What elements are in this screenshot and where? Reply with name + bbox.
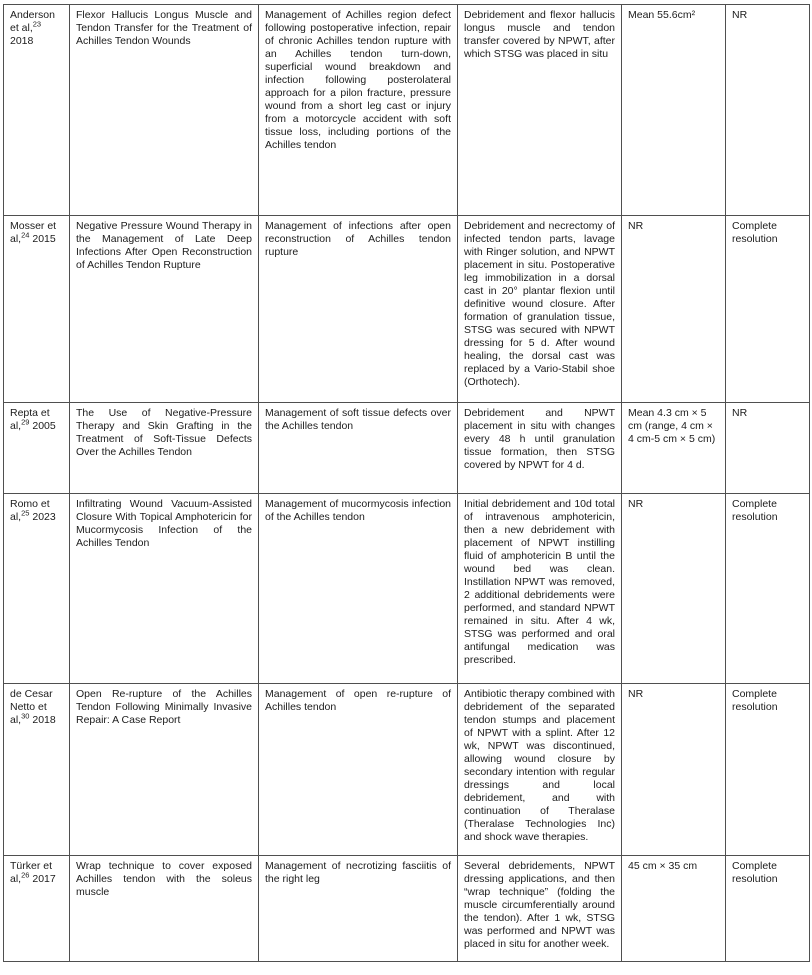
- author-cell: [4, 403, 70, 494]
- author-name: Anderson et al,: [10, 9, 55, 35]
- treatment-cell: Antibiotic therapy combined with debridement of the separated tendon stumps and placement of NPWT with a splint. After 12 wk, NPWT was discontinued, allowing wound closure by secondary intention with regular dressings and local debridement, and with continuation of Theralase (Theralase Technologies Inc) and shock wave therapies.: [458, 684, 622, 856]
- title-cell: The Use of Negative-Pressure Therapy and Skin Grafting in the Treatment of Soft-Tissue Defects Over the Achilles Tendon: [70, 403, 259, 494]
- management-cell: Management of Achilles region defect following postoperative infection, repair of chronic Achilles tendon rupture with an Achilles tendon turn-down, superficial wound breakdown and infection following posterolateral approach for a pilon fracture, pressure wound from a short leg cast or injury from a motorcycle accident with soft tissue loss, including portions of the Achilles tendon: [259, 5, 458, 216]
- treatment-cell: Debridement and necrectomy of infected tendon parts, lavage with Ringer solution, and NPWT placement in situ. Postoperative leg immobilization in a dorsal cast in 20° plantar flexion until definitive wound closure. After formation of granulation tissue, STSG was secured with NPWT dressing for 5 d. After wound healing, the dorsal cast was replaced by a Vario-Stabil shoe (Orthotech).: [458, 216, 622, 403]
- author-year: 2018: [10, 35, 34, 48]
- table-row: [4, 216, 810, 403]
- table-row: [4, 494, 810, 684]
- citation-ref: 24: [21, 230, 30, 240]
- outcome-cell: Complete resolution: [726, 216, 810, 403]
- outcome-cell: Complete resolution: [726, 684, 810, 856]
- author-year: 2015: [32, 233, 56, 246]
- author-cell: [4, 856, 70, 962]
- treatment-cell: Several debridements, NPWT dressing applications, and then “wrap technique” (folding the muscle circumferentially around the tendon). After 1 wk, STSG was performed and NPWT was placed in situ for another week.: [458, 856, 622, 962]
- title-cell: Infiltrating Wound Vacuum-Assisted Closure With Topical Amphotericin for Mucormycosis Infection of the Achilles Tendon: [70, 494, 259, 684]
- citation-ref: 29: [21, 417, 30, 427]
- management-cell: Management of mucormycosis infection of the Achilles tendon: [259, 494, 458, 684]
- author-name: de Cesar Netto et al,: [10, 688, 53, 727]
- treatment-cell: Debridement and NPWT placement in situ with changes every 48 h until granulation tissue formation, then STSG covered by NPWT for 4 d.: [458, 403, 622, 494]
- size-cell: Mean 4.3 cm × 5 cm (range, 4 cm × 4 cm-5 cm × 5 cm): [622, 403, 726, 494]
- management-cell: Management of infections after open reconstruction of Achilles tendon rupture: [259, 216, 458, 403]
- title-cell: Open Re-rupture of the Achilles Tendon Following Minimally Invasive Repair: A Case Report: [70, 684, 259, 856]
- management-cell: Management of open re-rupture of Achilles tendon: [259, 684, 458, 856]
- citation-ref: 26: [21, 870, 30, 880]
- outcome-cell: NR: [726, 5, 810, 216]
- size-cell: Mean 55.6cm²: [622, 5, 726, 216]
- size-cell: 45 cm × 35 cm: [622, 856, 726, 962]
- author-year: 2018: [32, 714, 56, 727]
- author-name: Mosser et al,: [10, 220, 57, 246]
- table-row: [4, 856, 810, 962]
- author-name: Türker et al,: [10, 860, 53, 886]
- author-cell: [4, 684, 70, 856]
- studies-table: [3, 4, 810, 962]
- author-cell: [4, 5, 70, 216]
- outcome-cell: Complete resolution: [726, 494, 810, 684]
- management-cell: Management of soft tissue defects over the Achilles tendon: [259, 403, 458, 494]
- title-cell: Negative Pressure Wound Therapy in the Management of Late Deep Infections After Open Reconstruction of Achilles Tendon Rupture: [70, 216, 259, 403]
- author-cell: [4, 216, 70, 403]
- author-year: 2023: [32, 511, 56, 524]
- citation-ref: 30: [21, 711, 30, 721]
- outcome-cell: Complete resolution: [726, 856, 810, 962]
- outcome-cell: NR: [726, 403, 810, 494]
- management-cell: Management of necrotizing fasciitis of the right leg: [259, 856, 458, 962]
- size-cell: NR: [622, 684, 726, 856]
- author-year: 2005: [32, 420, 56, 433]
- size-cell: NR: [622, 494, 726, 684]
- author-year: 2017: [32, 873, 56, 886]
- author-cell: [4, 494, 70, 684]
- size-cell: NR: [622, 216, 726, 403]
- author-name: Repta et al,: [10, 407, 50, 433]
- citation-ref: 23: [32, 19, 42, 29]
- table-row: [4, 5, 810, 216]
- title-cell: Flexor Hallucis Longus Muscle and Tendon Transfer for the Treatment of Achilles Tendon Wounds: [70, 5, 259, 216]
- treatment-cell: Initial debridement and 10d total of intravenous amphotericin, then a new debridement with placement of NPWT instilling fluid of amphotericin B until the wound bed was clean. Instillation NPWT was removed, 2 additional debridements were performed, and standard NPWT remained in situ. After 4 wk, STSG was performed and oral antifungal medication was prescribed.: [458, 494, 622, 684]
- author-name: Romo et al,: [10, 498, 50, 524]
- citation-ref: 25: [21, 508, 30, 518]
- title-cell: Wrap technique to cover exposed Achilles tendon with the soleus muscle: [70, 856, 259, 962]
- treatment-cell: Debridement and flexor hallucis longus muscle and tendon transfer covered by NPWT, after which STSG was placed in situ: [458, 5, 622, 216]
- table-row: [4, 403, 810, 494]
- table-row: [4, 684, 810, 856]
